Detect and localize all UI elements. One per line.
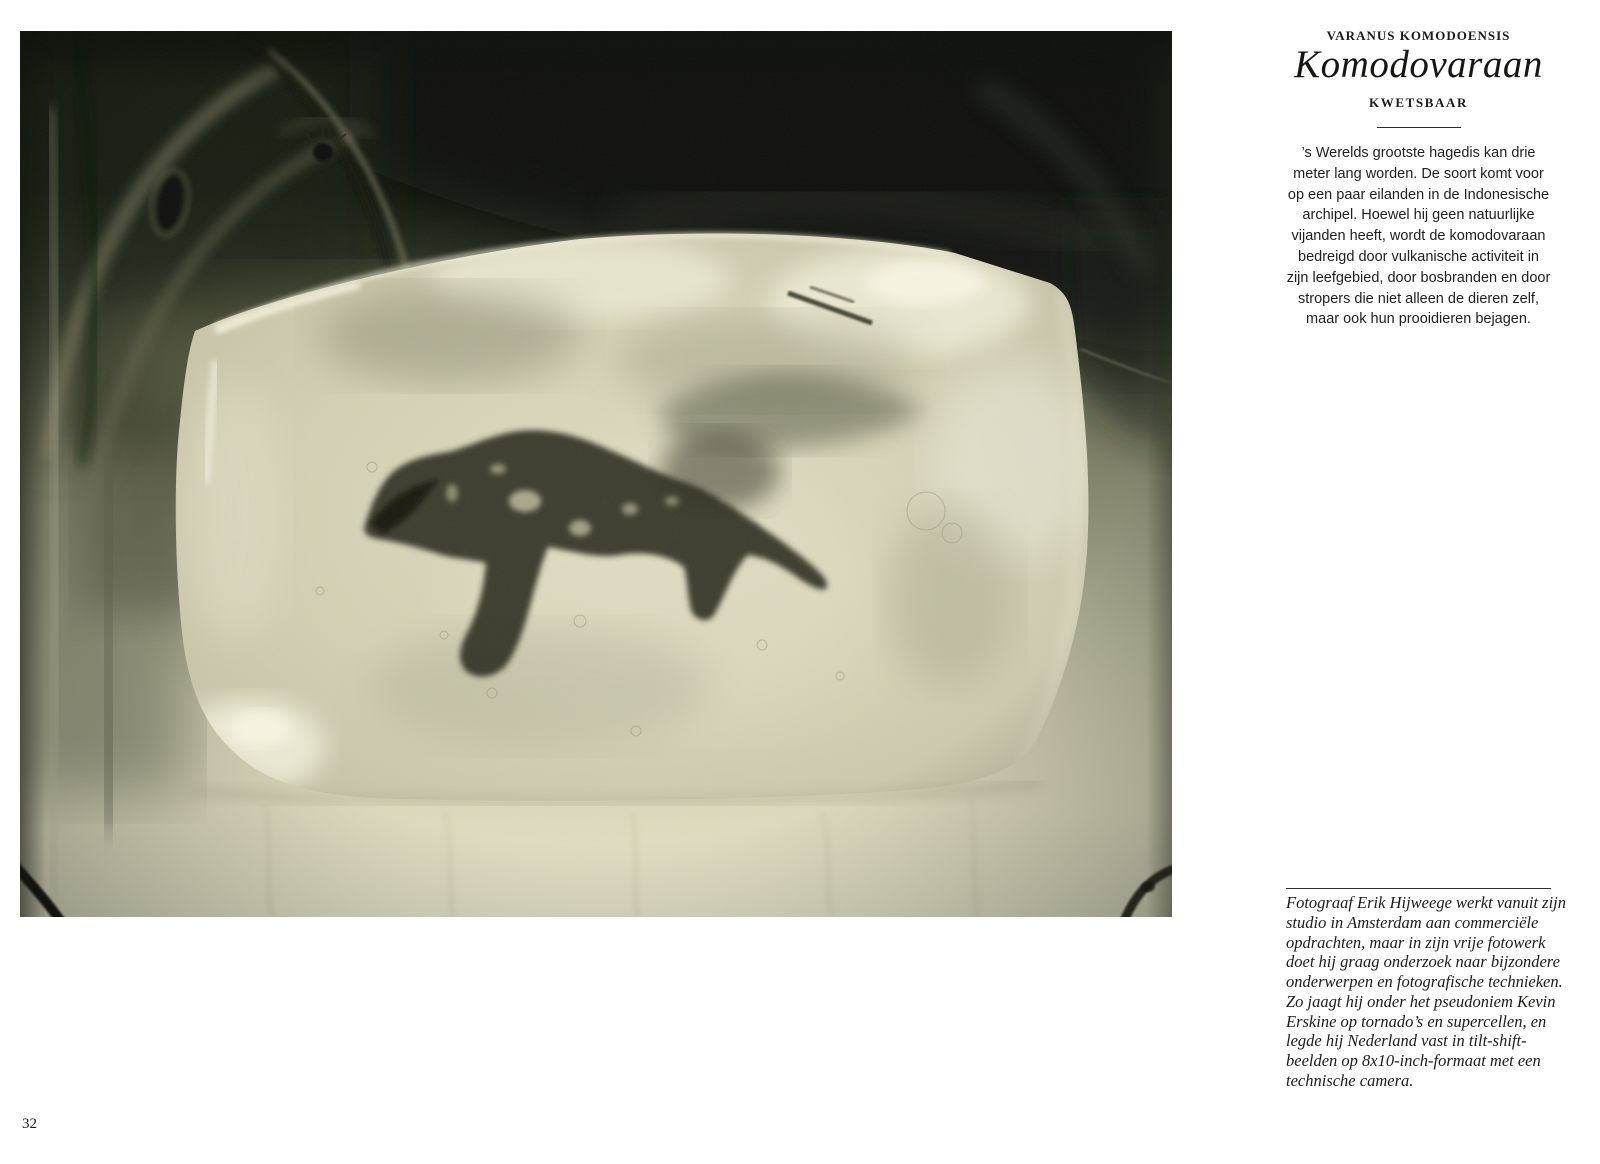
page-number: 32 [22,1116,37,1132]
bio-line: Fotograaf Erik Hijweege werkt vanuit zijn [1286,893,1567,912]
intro-line: zijn leefgebied, door bosbranden en door [1286,269,1551,286]
intro-line: vijanden heeft, wordt de komodovaraan [1291,228,1546,245]
bio-line: beelden op 8x10-inch-formaat met een [1286,1051,1541,1070]
bio-line: legde hij Nederland vast in tilt-shift- [1286,1031,1527,1051]
bio-line: opdrachten, maar in zijn vrije fotowerk [1286,932,1546,952]
komodo-dragon-ice-photo [20,31,1172,917]
photographer-bio [1286,893,1567,1091]
intro-line: op een paar eilanden in de Indonesische [1287,186,1550,203]
intro-paragraph [1246,143,1591,330]
intro-line: meter lang worden. De soort komt voor [1293,165,1544,182]
bio-line: Erskine op tornado’s en supercellen, en [1286,1011,1547,1031]
bio-line: technische camera. [1286,1070,1414,1090]
intro-line: archipel. Hoewel hij geen natuurlijke [1302,207,1535,224]
bio-line: Zo jaagt hij onder het pseudoniem Kevin [1286,991,1556,1011]
text-column [1286,0,1567,1164]
species-latin-name: VARANUS KOMODOENSIS [1326,28,1511,43]
intro-line: stropers die niet alleen de dieren zelf, [1297,290,1539,307]
intro-line: maar ook hun prooidieren bejagen. [1306,311,1531,328]
intro-line: ’s Werelds grootste hagedis kan drie [1301,145,1536,161]
page-title: Komodovaraan [1294,43,1543,86]
intro-line: bedreigd door vulkanische activiteit in [1298,248,1539,265]
bio-divider [1286,888,1551,889]
bio-line: studio in Amsterdam aan commerciële [1286,912,1539,932]
bio-line: doet hij graag onderzoek naar bijzondere [1286,952,1560,972]
title-divider [1377,127,1461,128]
photo-artwork [20,31,1172,917]
conservation-status: KWETSBAAR [1369,95,1468,110]
bio-line: onderwerpen en fotografische technieken. [1286,972,1563,991]
